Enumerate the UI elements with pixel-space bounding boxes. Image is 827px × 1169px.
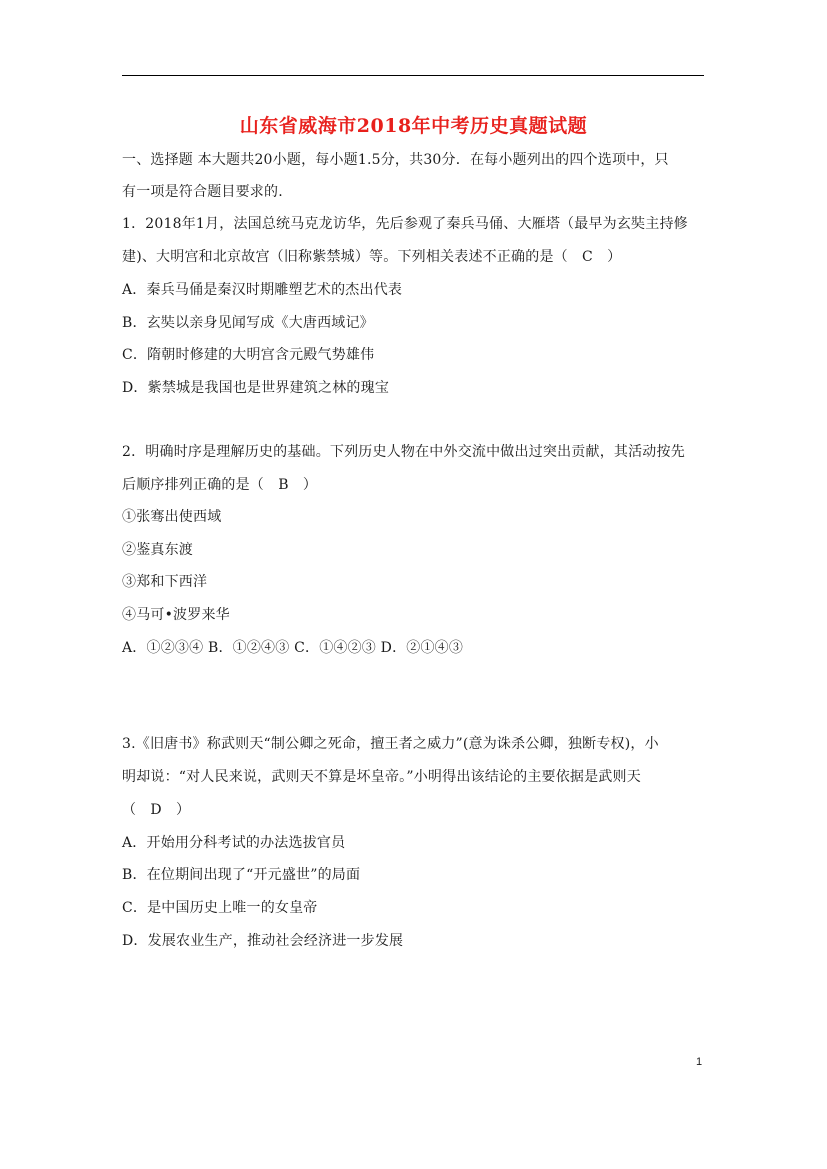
question-1-option-c: C．隋朝时修建的大明宫含元殿气势雄伟 xyxy=(122,347,375,363)
header-rule xyxy=(122,75,704,76)
question-2-options: A．①②③④ B．①②④③ C．①④②③ D．②①④③ xyxy=(122,640,464,656)
question-2-stem-line-1: 2．明确时序是理解历史的基础。下列历史人物在中外交流中做出过突出贡献，其活动按先 xyxy=(122,444,685,460)
question-3-option-d: D．发展农业生产，推动社会经济进一步发展 xyxy=(122,933,404,949)
question-3-option-b: B．在位期间出现了“开元盛世”的局面 xyxy=(122,867,361,883)
question-1-stem-line-2: 建)、大明宫和北京故宫（旧称紫禁城）等。下列相关表述不正确的是（ C ） xyxy=(122,249,622,265)
question-1-option-a: A．秦兵马俑是秦汉时期雕塑艺术的杰出代表 xyxy=(122,282,403,298)
question-1-stem-line-1: 1．2018年1月，法国总统马克龙访华，先后参观了秦兵马俑、大雁塔（最早为玄奘主持修 xyxy=(122,216,688,232)
question-2-item-1: ①张骞出使西域 xyxy=(122,509,222,525)
document-title: 山东省威海市2018年中考历史真题试题 xyxy=(239,115,588,137)
question-3-stem-line-3: （ D ） xyxy=(122,802,191,818)
question-2-item-4: ④马可•波罗来华 xyxy=(122,607,230,623)
question-3-option-a: A．开始用分科考试的办法选拔官员 xyxy=(122,835,346,851)
page-number: 1 xyxy=(696,1056,703,1068)
question-1-option-d: D．紫禁城是我国也是世界建筑之林的瑰宝 xyxy=(122,380,390,396)
question-3-option-c: C．是中国历史上唯一的女皇帝 xyxy=(122,900,318,916)
question-3-stem-line-1: 3.《旧唐书》称武则天“制公卿之死命，擅王者之威力”(意为诛杀公卿，独断专权)，小 xyxy=(122,736,659,752)
section-intro-line-2: 有一项是符合题目要求的. xyxy=(122,184,283,200)
question-2-stem-line-2: 后顺序排列正确的是（ B ） xyxy=(122,477,318,493)
question-3-stem-line-2: 明却说：“对人民来说，武则天不算是坏皇帝。”小明得出该结论的主要依据是武则天 xyxy=(122,769,641,785)
section-intro-line-1: 一、选择题 本大题共20小题，每小题1.5分，共30分．在每小题列出的四个选项中，只 xyxy=(122,152,669,168)
question-1-option-b: B．玄奘以亲身见闻写成《大唐西域记》 xyxy=(122,315,374,331)
question-2-item-3: ③郑和下西洋 xyxy=(122,574,208,590)
question-2-item-2: ②鉴真东渡 xyxy=(122,542,193,558)
